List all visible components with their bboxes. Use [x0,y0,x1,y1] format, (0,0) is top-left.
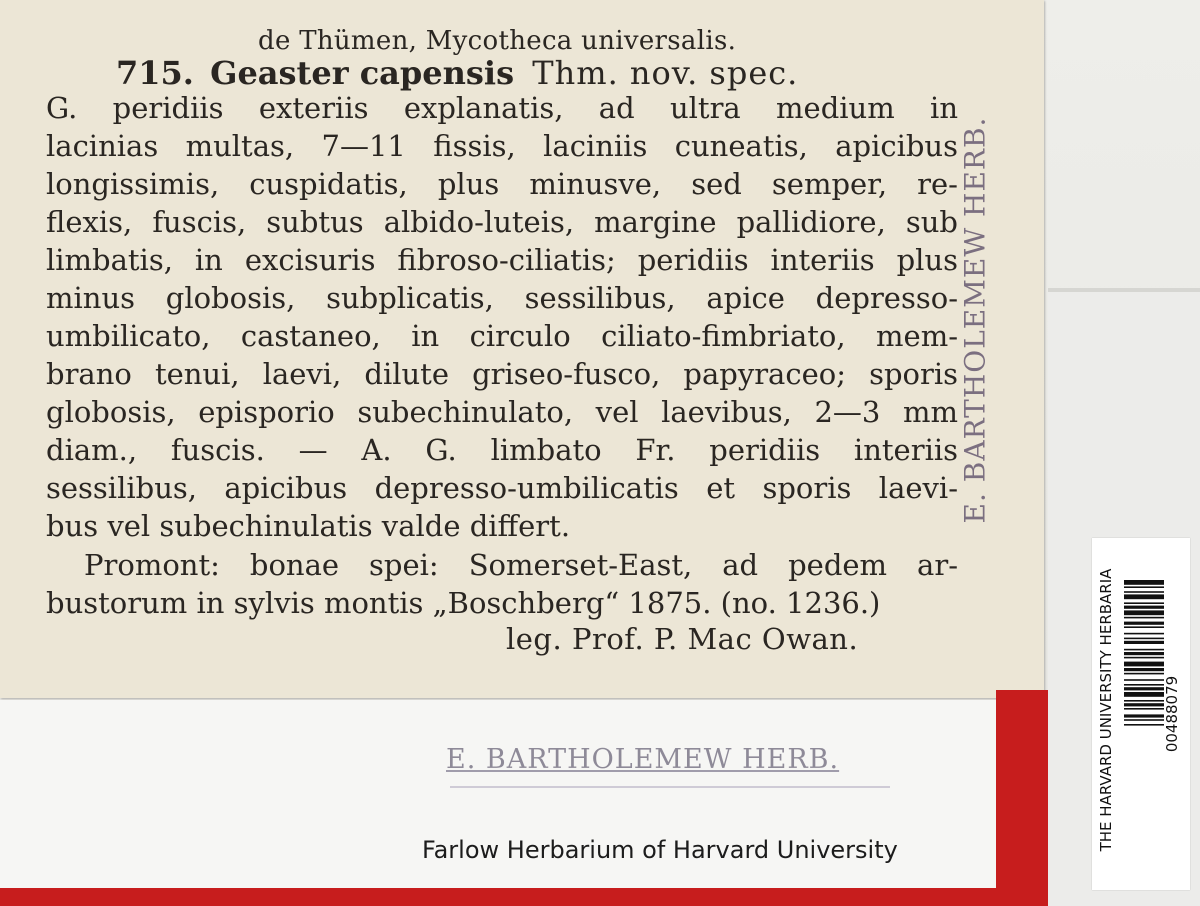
barcode-bar [1124,657,1164,659]
description-line: flexis, fuscis, subtus albido-luteis, margine pallidiore, sub [46,205,958,239]
barcode-bar [1124,586,1164,588]
barcode-bar [1124,700,1164,702]
stamp-underline [450,786,890,788]
species-authority: Thm. nov. spec. [532,54,799,92]
barcode-bar [1124,641,1164,644]
barcode-bar [1124,673,1164,675]
description-line: lacinias multas, 7—11 fissis, laciniis cuneatis, apicibus [46,129,958,163]
description-line: sessilibus, apicibus depresso-umbilicatis et sporis laevi- [46,471,958,505]
barcode-bar [1124,687,1164,690]
specimen-number: 715. [116,54,194,92]
description-line: diam., fuscis. — A. G. limbato Fr. peridiis interiis [46,433,958,467]
barcode-bar [1124,580,1164,585]
species-name: Geaster capensis [210,54,515,92]
barcode-bar [1124,622,1164,625]
label-heading: de Thümen, Mycotheca universalis. [258,26,737,56]
barcode-bar [1124,684,1164,686]
barcode-bar [1124,662,1164,667]
barcode-bar [1124,602,1164,604]
barcode-bar [1124,591,1164,593]
description-line: G. peridiis exteriis explanatis, ad ultra medium in [46,91,958,125]
barcode-bar [1124,719,1164,721]
barcode-bar [1124,714,1164,717]
barcode-bar [1124,594,1164,599]
barcode-bar [1124,610,1164,615]
description-line: longissimis, cuspidatis, plus minusve, sed semper, re- [46,167,958,201]
barcode-bar [1124,724,1164,726]
barcode-image [1124,580,1164,860]
barcode-number: 00488079 [1163,675,1181,753]
barcode-bar [1124,668,1164,671]
vertical-herbarium-stamp [955,100,995,540]
barcode-bar [1124,652,1164,655]
barcode-bar [1124,679,1164,681]
description-line: umbilicato, castaneo, in circulo ciliato-fimbriato, mem- [46,319,958,353]
barcode-bar [1124,708,1164,710]
barcode-bar [1124,649,1164,651]
barcode-bar [1124,617,1164,619]
herbarium-stamp: E. BARTHOLEMEW HERB. [446,744,840,775]
barcode-bar [1124,692,1164,697]
barcode-bar [1124,633,1164,635]
description-line: limbatis, in excisuris fibroso-ciliatis; peridiis interiis plus [46,243,958,277]
description-line: bus vel subechinulatis valde differt. [46,509,571,543]
institution-name: Farlow Herbarium of Harvard University [422,836,898,864]
description-line: brano tenui, laevi, dilute griseo-fusco, papyraceo; sporis [46,357,958,391]
barcode-bar [1124,606,1164,609]
vertical-stamp-text: E. BARTHOLEMEW HERB. [958,116,992,524]
barcode-caption: THE HARVARD UNIVERSITY HERBARIA [1097,568,1115,852]
barcode-bar [1124,638,1164,640]
red-folder-bottom [0,888,1048,906]
species-title [116,54,798,92]
collector-line: leg. Prof. P. Mac Owan. [506,622,859,656]
red-folder-edge [996,690,1048,906]
description-line: globosis, episporio subechinulato, vel laevibus, 2—3 mm [46,395,958,429]
locality-line: bustorum in sylvis montis „Boschberg“ 1875. (no. 1236.) [46,586,881,620]
barcode-bar [1124,626,1164,628]
locality-line: Promont: bonae spei: Somerset-East, ad pedem ar- [84,548,958,582]
barcode-bar [1124,703,1164,706]
description-line: minus globosis, subplicatis, sessilibus, apice depresso- [46,281,958,315]
